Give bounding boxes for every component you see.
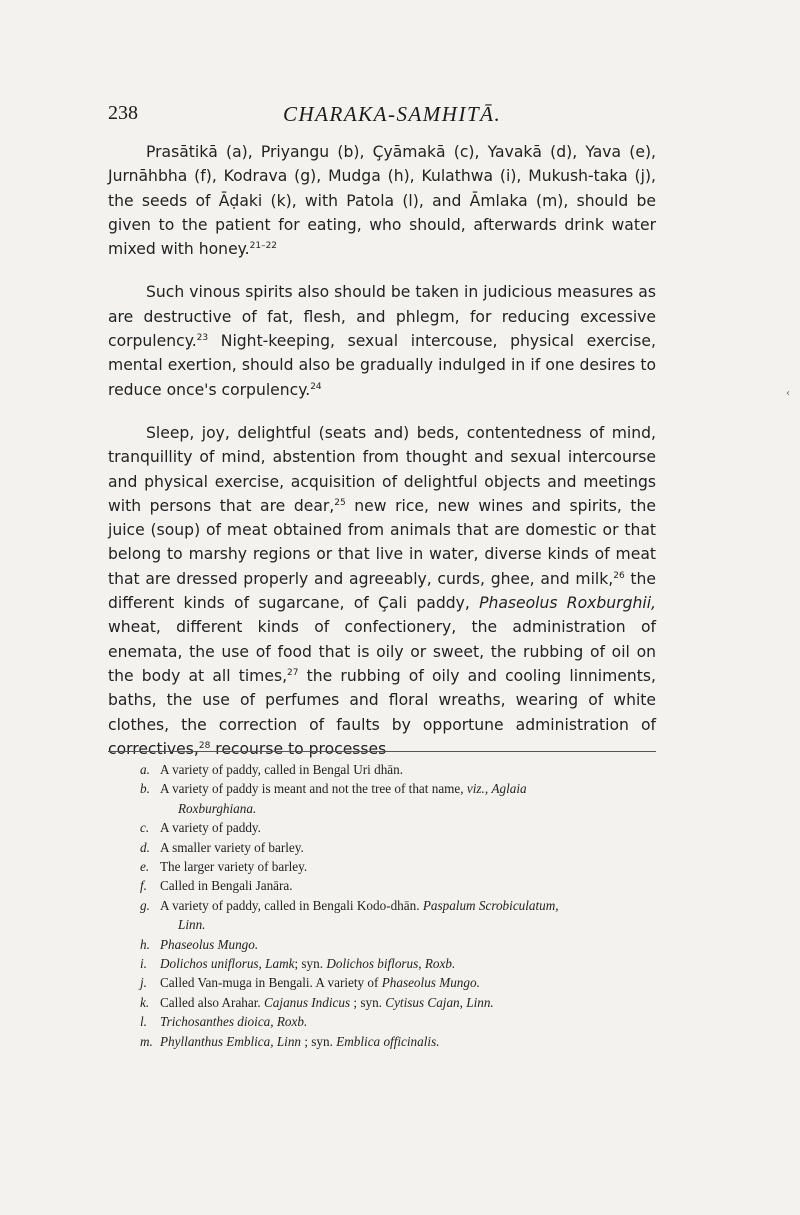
footnote-c: c. A variety of paddy. bbox=[140, 820, 261, 836]
footnote-k: k. Called also Arahar. Cajanus Indicus ; syn. Cytisus Cajan, Linn. bbox=[140, 994, 494, 1010]
footnote-e: e. The larger variety of barley. bbox=[140, 859, 308, 875]
margin-mark: ‹ bbox=[786, 388, 790, 399]
footnote-f: f. Called in Bengali Janāra. bbox=[140, 878, 293, 894]
footnote-l: l. Trichosanthes dioica, Roxb. bbox=[140, 1014, 308, 1030]
footnote-g-continued: Linn. bbox=[178, 917, 206, 933]
paragraph-3: Sleep, joy, delightful (seats and) beds, contentedness of mind, tranquillity of mind, abstention from thought and sexual intercourse and physical exercise, acquisition of delightful objects and meetings with persons that are dear,$^{25}$ new rice, new wines and spirits, the juice (soup) of meat obtained from animals that are domestic or that belong to marshy regions or that live in water, diverse kinds of meat that are dressed properly and agreeably, curds, ghee, and milk,$^{26}$ the different kinds of sugarcane, of Çali paddy, Phaseolus Roxburghii, wheat, different kinds of confectionery, the administration of enemata, the use of food that is oily or sweet, the rubbing of oil on the body at all times,$^{27}$ the rubbing of oily and cooling linniments, baths, the use of perfumes and floral wreaths, wearing of white clothes, the correction of faults by opportune administration of correctives,$^{28}$ recourse to processes bbox=[108, 423, 657, 758]
footnotes bbox=[140, 760, 680, 1051]
page-header bbox=[108, 102, 668, 132]
footnote-i: i. Dolichos uniflorus, Lamk; syn. Dolichos biflorus, Roxb. bbox=[140, 956, 456, 972]
footnote-m: m. Phyllanthus Emblica, Linn ; syn. Emblica officinalis. bbox=[140, 1033, 440, 1049]
main-text bbox=[108, 140, 656, 780]
verse-number: 23 bbox=[196, 333, 209, 344]
verse-number: 27 bbox=[287, 667, 299, 678]
verse-number: 21–22 bbox=[249, 241, 278, 252]
footnote-b-continued: Roxburghiana. bbox=[178, 800, 257, 816]
footnote-d: d. A smaller variety of barley. bbox=[140, 839, 304, 855]
footnote-divider bbox=[108, 751, 656, 752]
verse-number: 28 bbox=[198, 740, 211, 751]
paragraph-2: Such vinous spirits also should be taken in judicious measures as are destructive of fat, flesh, and phlegm, for reducing excessive corpulency.$^{23}$ Night-keeping, sexual intercouse, physical exercise, mental exertion, should also be gradually indulged in if one desires to reduce once's corpulency.$^{24}$ bbox=[108, 283, 656, 399]
verse-number: 24 bbox=[310, 381, 322, 392]
verse-number: 25 bbox=[334, 497, 346, 508]
page-number: 238 bbox=[108, 102, 138, 124]
latin-name: Phaseolus Roxburghii, bbox=[479, 594, 656, 613]
footnote-h: h. Phaseolus Mungo. bbox=[140, 936, 259, 952]
footnote-b: b. A variety of paddy is meant and not the tree of that name, viz., Aglaia bbox=[140, 781, 527, 797]
footnote-a: a. A variety of paddy, called in Bengal Uri dhān. bbox=[140, 762, 404, 777]
running-title: CHARAKA-SAMHITĀ. bbox=[283, 102, 502, 126]
footnote-g: g. A variety of paddy, called in Bengali Kodo-dhān. Paspalum Scrobiculatum, bbox=[140, 897, 559, 913]
verse-number: 26 bbox=[613, 570, 625, 581]
paragraph-1: Prasātikā (a), Priyangu (b), Çyāmakā (c), Yavakā (d), Yava (e), Jurnāhbha (f), Kodrava (g), Mudga (h), Kulathwa (i), Mukush-taka (j), the seeds of Āḍaki (k), with Patola (l), and Āmlaka (m), should be given to the patient for eating, who should, afterwards drink water mixed with honey.$^{21-22}$ bbox=[108, 143, 656, 259]
footnote-j: j. Called Van-muga in Bengali. A variety of Phaseolus Mungo. bbox=[140, 975, 480, 991]
